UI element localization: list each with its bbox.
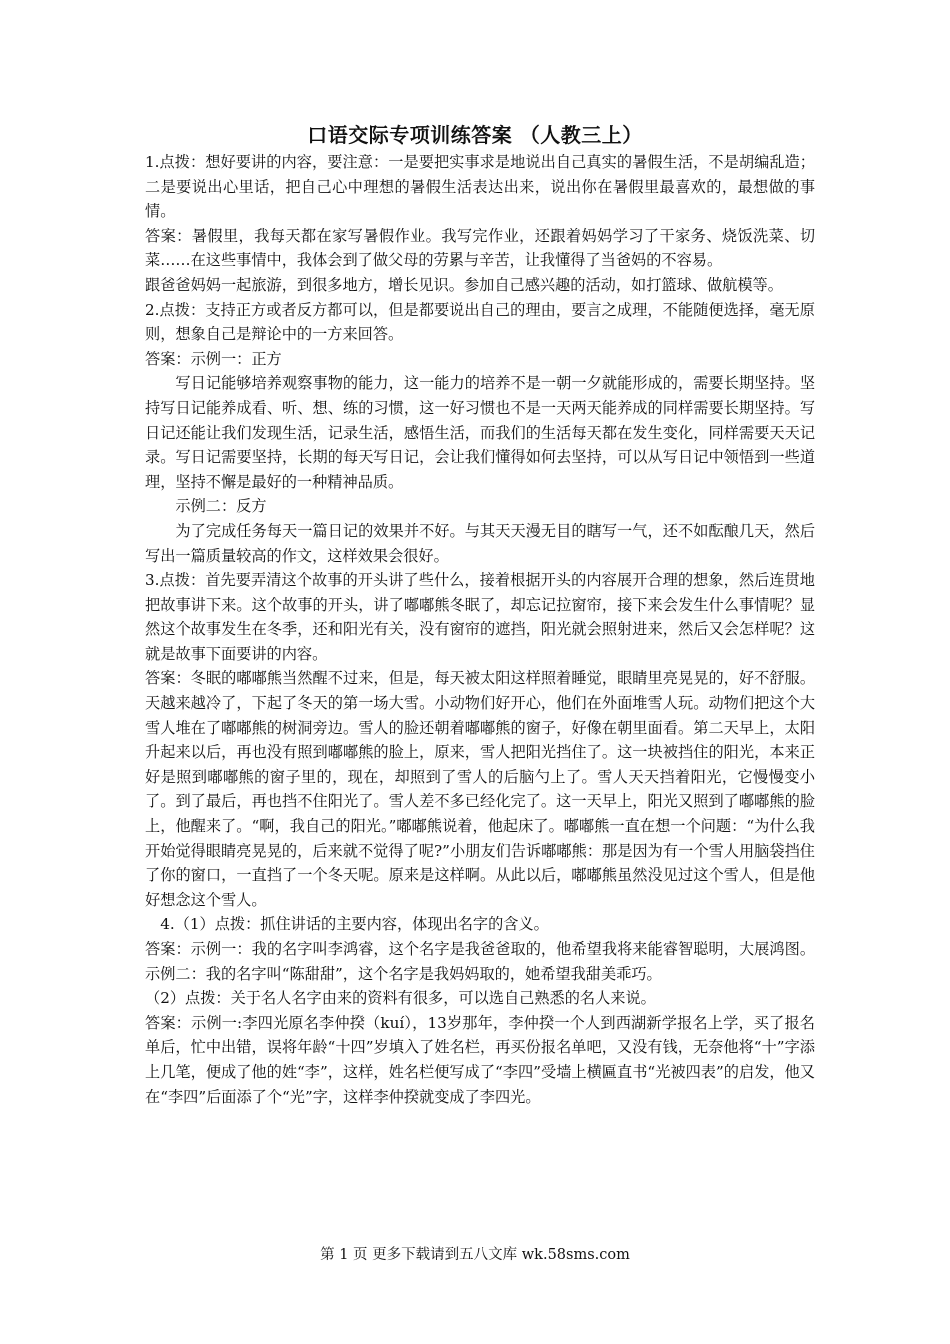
paragraph-q1-answer: 答案：暑假里，我每天都在家写暑假作业。我写完作业，还跟着妈妈学习了干家务、烧饭洗菜、切菜……在这些事情中，我体会到了做父母的劳累与辛苦，让我懂得了当爸妈的不容易。 [145, 226, 815, 270]
paragraph-q2-answer-label: 答案：示例一：正方 [145, 349, 282, 368]
paragraph-q2-example-two: 为了完成任务每天一篇日记的效果并不好。与其天天漫无目的瞎写一气，还不如酝酿几天，然后写出一篇质量较高的作文，这样效果会很好。 [145, 521, 815, 565]
paragraph-q2-example-one: 写日记能够培养观察事物的能力，这一能力的培养不是一朝一夕就能形成的，需要长期坚持。坚持写日记能养成看、听、想、练的习惯，这一好习惯也不是一天两天能养成的同样需要长期坚持。写日记还能让我们发现生活，记录生活，感悟生活，而我们的生活每天都在发生变化，同样需要天天记录。写日记需要坚持，长期的每天写日记，会让我们懂得如何去坚持，可以从写日记中领悟到一些道理，坚持不懈是最好的一种精神品质。 [145, 374, 815, 491]
paragraph-q3-hint: 3.点拨：首先要弄清这个故事的开头讲了些什么，接着根据开头的内容展开合理的想象，然后连贯地把故事讲下来。这个故事的开头，讲了嘟嘟熊冬眠了，却忘记拉窗帘，接下来会发生什么事情呢？显然这个故事发生在冬季，还和阳光有关，没有窗帘的遮挡，阳光就会照射进来，然后又会怎样呢？这就是故事下面要讲的内容。 [145, 571, 815, 663]
page-footer: 第 1 页 更多下载请到五八文库 wk.58sms.com [320, 1247, 630, 1263]
paragraph-q4-hint-1: 4.（1）点拨：抓住讲话的主要内容，体现出名字的含义。 [160, 915, 549, 934]
paragraph-q2-example-two-label: 示例二：反方 [175, 497, 267, 516]
paragraph-q4-answer-2: 答案：示例一:李四光原名李仲揆（kuí），13岁那年，李仲揆一个人到西湖新学报名上学，买了报名单后，忙中出错，误将年龄“十四”岁填入了姓名栏，再买份报名单吧，又没有钱，无奈他将“十”字添上几笔，便成了他的姓“李”，这样，姓名栏便写成了“李四”受墙上横匾直书“光被四表”的启发，他又在“李四”后面添了个“光”字，这样李仲揆就变成了李四光。 [145, 1013, 815, 1106]
paragraph-q1-answer-extra: 跟爸爸妈妈一起旅游，到很多地方，增长见识。参加自己感兴趣的活动，如打篮球、做航模等。 [145, 275, 783, 294]
paragraph-q2-hint: 2.点拨：支持正方或者反方都可以，但是都要说出自己的理由，要言之成理，不能随便选择，毫无原则，想象自己是辩论中的一方来回答。 [145, 300, 815, 344]
paragraph-q4-hint-2: （2）点拨：关于名人名字由来的资料有很多，可以选自己熟悉的名人来说。 [145, 989, 656, 1008]
paragraph-q4-answer-1: 答案：示例一：我的名字叫李鸿睿，这个名字是我爸爸取的，他希望我将来能睿智聪明，大展鸿图。示例二：我的名字叫“陈甜甜”，这个名字是我妈妈取的，她希望我甜美乖巧。 [145, 940, 815, 983]
document-title: 口语交际专项训练答案 （人教三上） [307, 123, 643, 147]
paragraph-q1-hint: 1.点拨：想好要讲的内容，要注意：一是要把实事求是地说出自己真实的暑假生活，不是胡编乱造；二是要说出心里话，把自己心中理想的暑假生活表达出来，说出你在暑假里最喜欢的，最想做的事情。 [145, 153, 815, 221]
paragraph-q3-answer: 答案：冬眠的嘟嘟熊当然醒不过来，但是，每天被太阳这样照着睡觉，眼睛里亮晃晃的，好不舒服。天越来越冷了，下起了冬天的第一场大雪。小动物们好开心，他们在外面堆雪人玩。动物们把这个大雪人堆在了嘟嘟熊的树洞旁边。雪人的脸还朝着嘟嘟熊的窗子，好像在朝里面看。第二天早上，太阳升起来以后，再也没有照到嘟嘟熊的脸上，原来，雪人把阳光挡住了。这一块被挡住的阳光，本来正好是照到嘟嘟熊的窗子里的，现在，却照到了雪人的后脑勺上了。雪人天天挡着阳光，它慢慢变小了。到了最后，再也挡不住阳光了。雪人差不多已经化完了。这一天早上，阳光又照到了嘟嘟熊的脸上，他醒来了。“啊，我自己的阳光。”嘟嘟熊说着，他起床了。嘟嘟熊一直在想一个问题：“为什么我开始觉得眼睛亮晃晃的，后来就不觉得了呢?”小朋友们告诉嘟嘟熊：那是因为有一个雪人用脑袋挡住了你的窗口，一直挡了一个冬天呢。原来是这样啊。从此以后，嘟嘟熊虽然没见过这个雪人，但是他好想念这个雪人。 [145, 669, 815, 909]
document-body [145, 150, 815, 1109]
